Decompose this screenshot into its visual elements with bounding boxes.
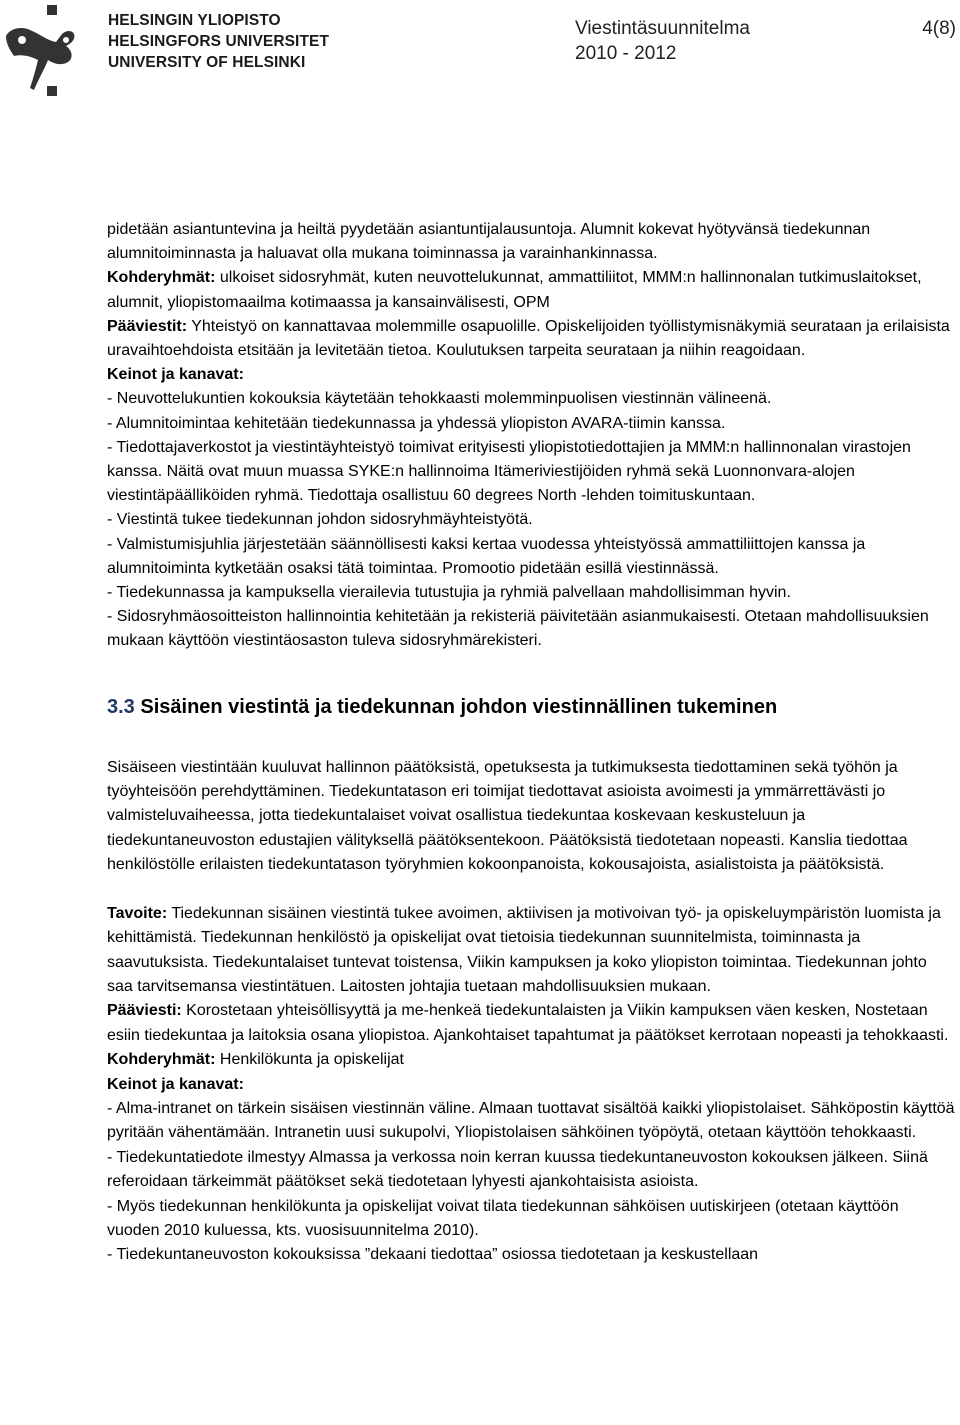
paragraph-target-groups	[107, 266, 955, 314]
paragraph-target-groups-internal	[107, 1048, 955, 1072]
page-header	[0, 0, 960, 100]
list-item: - Alumnitoimintaa kehitetään tiedekunnassa ja yhdessä yliopiston AVARA-tiimin kanssa.	[107, 414, 726, 432]
paragraph-goal	[107, 902, 955, 1000]
list-item: - Viestintä tukee tiedekunnan johdon sidosryhmäyhteistyötä.	[107, 511, 533, 529]
text-target-groups-internal: Henkilökunta ja opiskelijat	[215, 1051, 404, 1069]
document-years: 2010 - 2012	[575, 43, 677, 64]
label-main-messages: Pääviestit:	[107, 317, 188, 335]
paragraph-internal-intro: Sisäiseen viestintään kuuluvat hallinnon päätöksistä, opetuksesta ja tutkimuksesta tiedottaminen sekä työhön ja työyhteisöön perehdyttäminen. Tiedekuntatason eri toimijat tiedottavat asioista avoimesti ja ymmärrettävästi jo valmisteluvaiheessa, jotta tiedekuntalaiset voivat osallistua tiedekuntaa koskevaan keskusteluun ja tiedekuntaneuvoston edustajien välityksellä päätöksentekoon. Päätöksistä tiedotetaan nopeasti. Kanslia tiedottaa henkilöstölle erilaisten tiedekuntatason työryhmien kokoonpanoista, kokousajoista, asialistoista ja päätöksistä.	[107, 758, 908, 874]
list-item: - Tiedekuntaneuvoston kokouksissa ”dekaani tiedottaa” osiossa tiedotetaan ja keskustellaan	[107, 1246, 759, 1264]
text-main-messages: Yhteistyö on kannattavaa molemmille osapuolille. Opiskelijoiden työllistymisnäkymiä seurataan ja erilaisista uravaihtoehdoista etsitään ja levitetään tietoa. Koulutuksen tarpeita seurataan ja niihin reagoidaan.	[107, 317, 950, 360]
list-item: - Tiedottajaverkostot ja viestintäyhteistyö toimivat erityisesti yliopistotiedottajien ja MMM:n hallinnonalan virastojen kanssa. Näitä ovat muun muassa SYKE:n hallinnoima Itämeriviestijöiden ryhmä sekä Luonnonvara-alojen viestintäpäälliköiden ryhmä. Tiedottaja osallistuu 60 degrees North -lehden toimituskuntaan.	[107, 438, 911, 505]
paragraph-main-message	[107, 999, 955, 1048]
list-item: - Neuvottelukuntien kokouksia käytetään tehokkaasti molemminpuolisen viestinnän välineenä.	[107, 390, 772, 408]
list-item: - Myös tiedekunnan henkilökunta ja opiskelijat voivat tilata tiedekunnan sähköisen uutiskirjeen (otetaan käyttöön vuoden 2010 kuluessa, kts. vuosisuunnitelma 2010).	[107, 1197, 899, 1239]
label-means-channels-internal: Keinot ja kanavat:	[107, 1075, 244, 1093]
university-logo-icon	[0, 0, 100, 100]
paragraph-alumni: pidetään asiantuntevina ja heiltä pyydetään asiantuntijalausuntoja. Alumnit kokevat hyötyvänsä tiedekunnan alumnitoiminnasta ja haluavat olla mukana toiminnassa ja varainhankinnassa.	[107, 221, 871, 263]
paragraph-main-messages	[107, 315, 955, 363]
university-name	[108, 10, 329, 73]
list-item: - Alma-intranet on tärkein sisäisen viestinnän väline. Almaan tuottavat sisältöä kaikki yliopistolaiset. Sähköpostin käyttöä pyritään vähentämään. Intranetin uusi sukupolvi, Yliopistolaisen sähköinen työpöytä, otetaan käyttöön tehokkaasti.	[107, 1099, 955, 1142]
list-item: - Tiedekunnassa ja kampuksella vierailevia tutustujia ja ryhmiä palvellaan mahdollisimman hyvin.	[107, 584, 791, 602]
document-title: Viestintäsuunnitelma	[575, 18, 750, 39]
uni-name-fi: HELSINGIN YLIOPISTO	[108, 12, 281, 29]
label-target-groups: Kohderyhmät:	[107, 269, 216, 287]
section-number: 3.3	[107, 695, 135, 718]
text-goal: Tiedekunnan sisäinen viestintä tukee avoimen, aktiivisen ja motivoivan työ- ja opiskeluympäristön luomista ja kehittämistä. Tiedekunnan henkilöstö ja opiskelijat ovat tietoisia tiedekunnan suunnitelmista, toiminnasta ja saavutuksista. Tiedekuntalaiset tuntevat toistensa, Viikin kampuksen ja koko yliopiston toimintaa. Tiedekunnan johto saa tarvitsemansa viestintätuen. Laitosten johtajia tuetaan mahdollisuuksien mukaan.	[107, 904, 941, 995]
text-main-message: Korostetaan yhteisöllisyyttä ja me-henkeä tiedekuntalaisten ja Viikin kampuksen väen kesken, Nostetaan esiin tiedekuntaa ja laitoksia osana yliopistoa. Ajankohtaiset tapahtumat ja päätökset kerrotaan nopeasti ja tehokkaasti.	[107, 1002, 949, 1044]
page-content	[107, 218, 955, 1268]
list-item: - Sidosryhmäosoitteiston hallinnointia kehitetään ja rekisteriä päivitetään asianmukaisesti. Otetaan mahdollisuuksien mukaan käyttöön viestintäosaston tuleva sidosryhmärekisteri.	[107, 608, 929, 650]
label-goal: Tavoite:	[107, 904, 168, 922]
page-number: 4(8)	[922, 18, 956, 39]
uni-name-sv: HELSINGFORS UNIVERSITET	[108, 33, 330, 50]
label-means-channels: Keinot ja kanavat:	[107, 366, 244, 384]
text-target-groups: ulkoiset sidosryhmät, kuten neuvottelukunnat, ammattiliitot, MMM:n hallinnonalan tutkimuslaitokset, alumnit, yliopistomaailma kotimaassa ja kansainvälisesti, OPM	[107, 269, 922, 311]
section-title: Sisäinen viestintä ja tiedekunnan johdon viestinnällinen tukeminen	[134, 695, 778, 718]
uni-name-en: UNIVERSITY OF HELSINKI	[108, 54, 306, 71]
list-item: - Valmistumisjuhlia järjestetään säännöllisesti kaksi kertaa vuodessa yhteistyössä ammattiliittojen kanssa ja alumnitoiminta kytketään osaksi tätä toimintaa. Promootio pidetään esillä viestinnässä.	[107, 535, 866, 577]
section-heading	[107, 694, 955, 720]
label-main-message: Pääviesti:	[107, 1002, 182, 1020]
list-item: - Tiedekuntatiedote ilmestyy Almassa ja verkossa noin kerran kuussa tiedekuntaneuvoston kokouksen jälkeen. Siinä referoidaan tärkeimmät päätökset sekä tiedotetaan lyhyesti ajankohtaisista asioista.	[107, 1148, 928, 1191]
label-target-groups-internal: Kohderyhmät:	[107, 1051, 216, 1069]
